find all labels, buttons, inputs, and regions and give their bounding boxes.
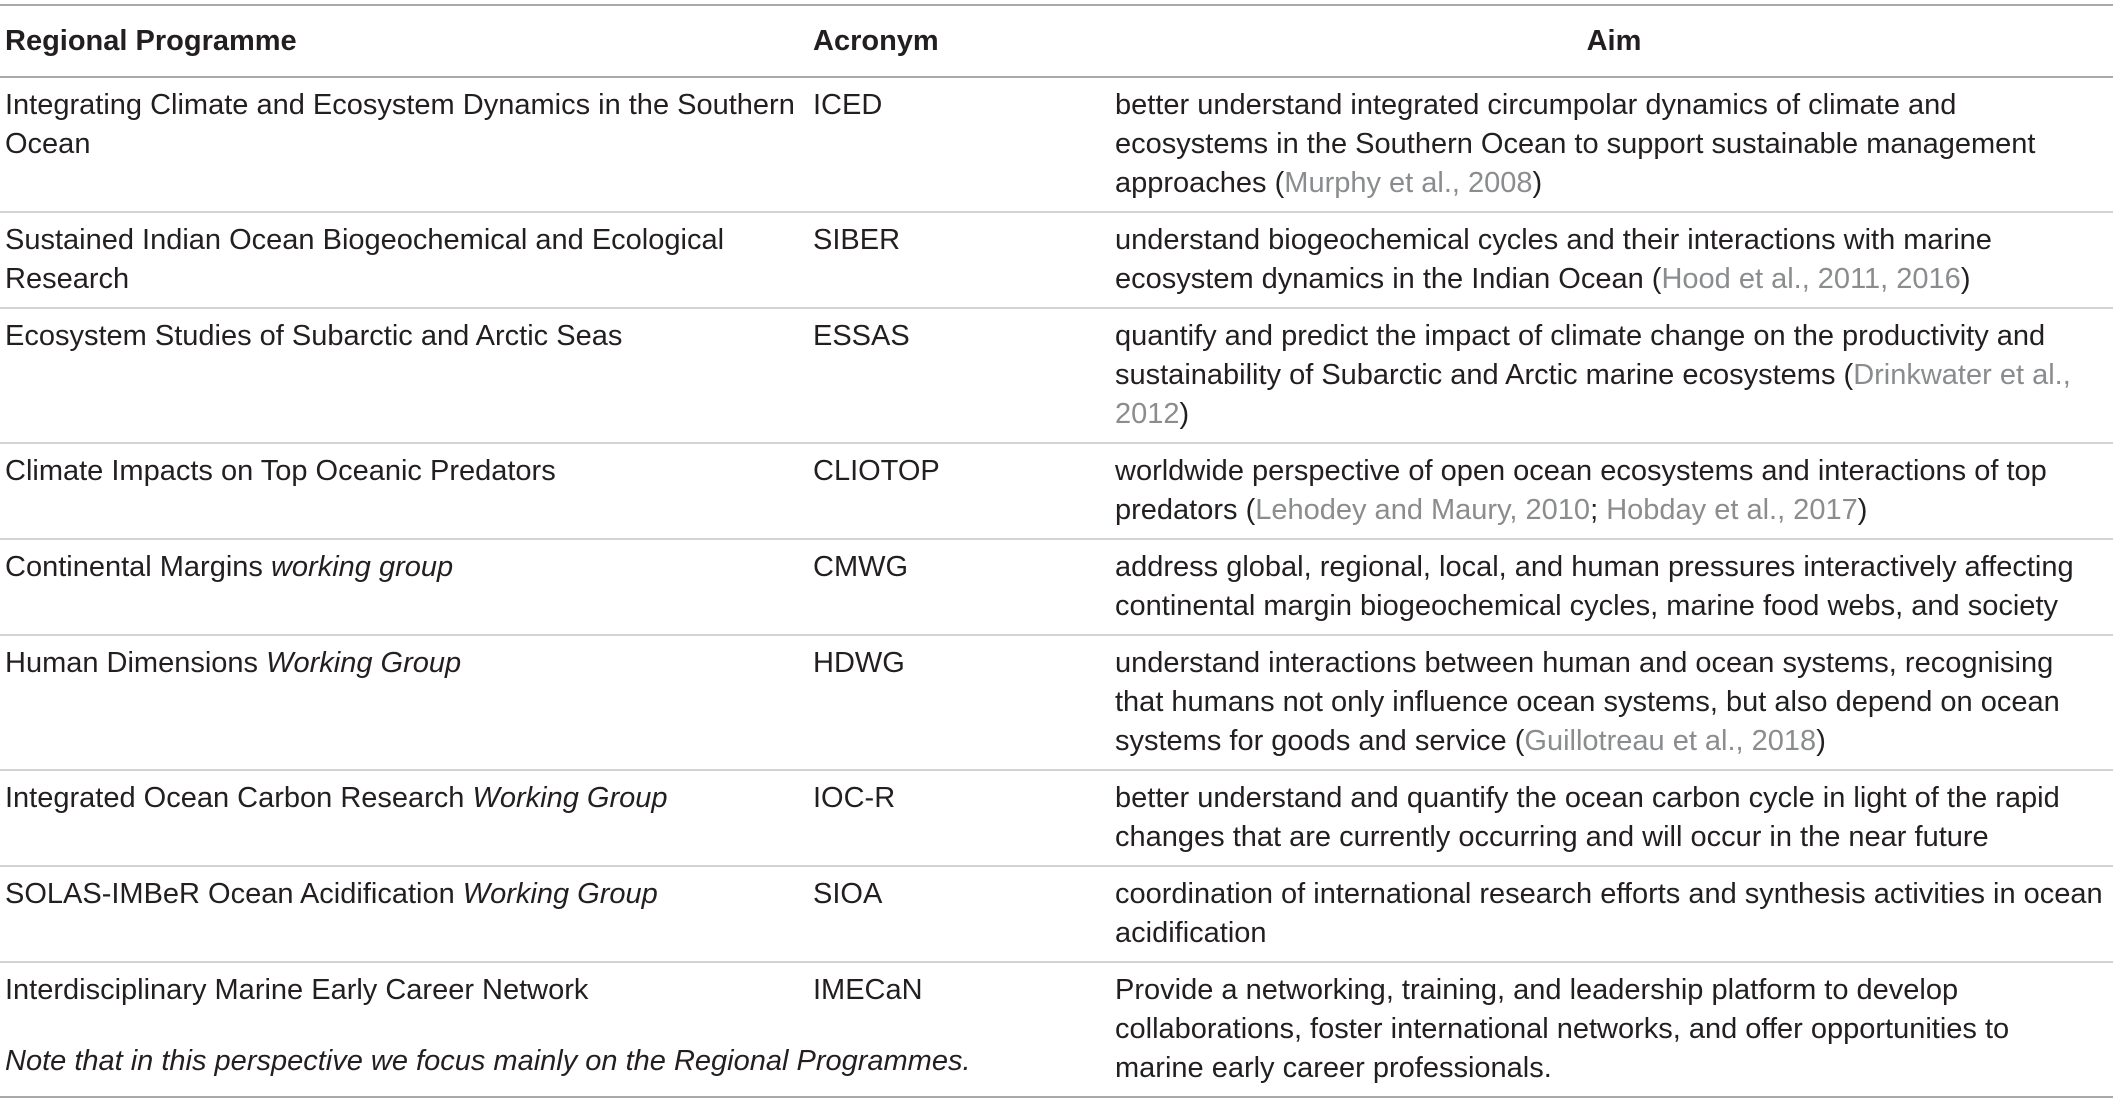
programme-name: Continental Margins (5, 551, 271, 583)
aim-cell (1115, 866, 2113, 962)
aim-cell (1115, 770, 2113, 866)
citation-separator: ; (1590, 494, 1607, 526)
acronym-cell: IMECaN (813, 974, 923, 1006)
aim-close-paren: ) (1857, 494, 1868, 526)
acronym-cell: CLIOTOP (813, 455, 940, 487)
programme-type: Working Group (472, 782, 668, 814)
programme-type: working group (270, 551, 454, 583)
programme-name: Climate Impacts on Top Oceanic Predators (5, 455, 556, 487)
aim-text: better understand and quantify the ocean carbon cycle in light of the rapid changes that are currently occurring and will occur in the near future (1115, 782, 2060, 853)
table-header-row (0, 5, 2113, 77)
aim-text: understand interactions between human and ocean systems, recognising that humans not only influence ocean systems, but also depend on ocean systems for goods and service ( (1115, 647, 2060, 757)
header-regional-programme: Regional Programme (5, 24, 297, 57)
citation-link[interactable]: Drinkwater et al., 2012 (1115, 359, 2071, 430)
table-row (0, 770, 2113, 866)
aim-cell (1115, 308, 2113, 443)
programme-type: Working Group (266, 647, 462, 679)
table-row (0, 866, 2113, 962)
aim-text: better understand integrated circumpolar dynamics of climate and ecosystems in the Southern Ocean to support sustainable management approaches ( (1115, 89, 2036, 199)
table-row (0, 539, 2113, 635)
acronym-cell: ESSAS (813, 320, 910, 352)
citation-link[interactable]: Murphy et al., 2008 (1284, 167, 1533, 199)
programme-cell (0, 635, 808, 770)
aim-close-paren: ) (1179, 398, 1190, 430)
programme-name: Integrating Climate and Ecosystem Dynamics in the Southern Ocean (5, 89, 795, 160)
acronym-cell: ICED (813, 89, 883, 121)
table-row (0, 443, 2113, 539)
table-row (0, 635, 2113, 770)
citation-link[interactable]: Hood et al., 2011, 2016 (1661, 263, 1961, 295)
aim-close-paren: ) (1816, 725, 1826, 757)
table-row (0, 308, 2113, 443)
header-aim: Aim (1586, 24, 1642, 57)
programme-name: SOLAS-IMBeR Ocean Acidification (5, 878, 463, 910)
aim-cell (1115, 962, 2113, 1097)
programme-cell (0, 212, 808, 308)
programme-name: Ecosystem Studies of Subarctic and Arctic Seas (5, 320, 623, 352)
acronym-cell: CMWG (813, 551, 909, 583)
aim-text: coordination of international research efforts and synthesis activities in ocean acidification (1115, 878, 2103, 949)
aim-text: understand biogeochemical cycles and their interactions with marine ecosystem dynamics in the Indian Ocean ( (1115, 224, 1992, 295)
acronym-cell: IOC-R (813, 782, 896, 814)
table-row (0, 212, 2113, 308)
acronym-cell: SIBER (813, 224, 901, 256)
programme-cell (0, 866, 808, 962)
programme-name: Sustained Indian Ocean Biogeochemical and Ecological Research (5, 224, 725, 295)
programmes-table-container (0, 4, 2113, 1098)
header-acronym: Acronym (813, 24, 939, 57)
programme-cell (0, 770, 808, 866)
aim-text: Provide a networking, training, and leadership platform to develop collaborations, foster international networks, and offer opportunities to marine early career professionals. (1115, 974, 2010, 1084)
acronym-cell: HDWG (813, 647, 905, 679)
citation-link[interactable]: Guillotreau et al., 2018 (1524, 725, 1817, 757)
table-body (0, 77, 2113, 1097)
acronym-cell: SIOA (813, 878, 883, 910)
aim-text: quantify and predict the impact of climate change on the productivity and sustainability of Subarctic and Arctic marine ecosystems ( (1115, 320, 2046, 391)
programme-cell (0, 539, 808, 635)
aim-cell (1115, 635, 2113, 770)
aim-cell (1115, 539, 2113, 635)
aim-cell (1115, 443, 2113, 539)
aim-close-paren: ) (1532, 167, 1543, 199)
programme-cell (0, 77, 808, 212)
programmes-table (0, 4, 2113, 1098)
programme-cell (0, 443, 808, 539)
programme-name: Human Dimensions (5, 647, 267, 679)
aim-text: worldwide perspective of open ocean ecosystems and interactions of top predators ( (1115, 455, 2047, 526)
citation-link[interactable]: Hobday et al., 2017 (1606, 494, 1858, 526)
aim-close-paren: ) (1960, 263, 1971, 295)
citation-link[interactable]: Lehodey and Maury, 2010 (1255, 494, 1591, 526)
table-footnote: Note that in this perspective we focus mainly on the Regional Programmes. (5, 1045, 971, 1077)
table-row (0, 77, 2113, 212)
aim-text: address global, regional, local, and human pressures interactively affecting continental margin biogeochemical cycles, marine food webs, and society (1115, 551, 2074, 622)
aim-cell (1115, 212, 2113, 308)
programme-name: Integrated Ocean Carbon Research (5, 782, 473, 814)
programme-name: Interdisciplinary Marine Early Career Network (5, 974, 589, 1006)
programme-cell (0, 308, 808, 443)
programme-type: Working Group (462, 878, 658, 910)
aim-cell (1115, 77, 2113, 212)
